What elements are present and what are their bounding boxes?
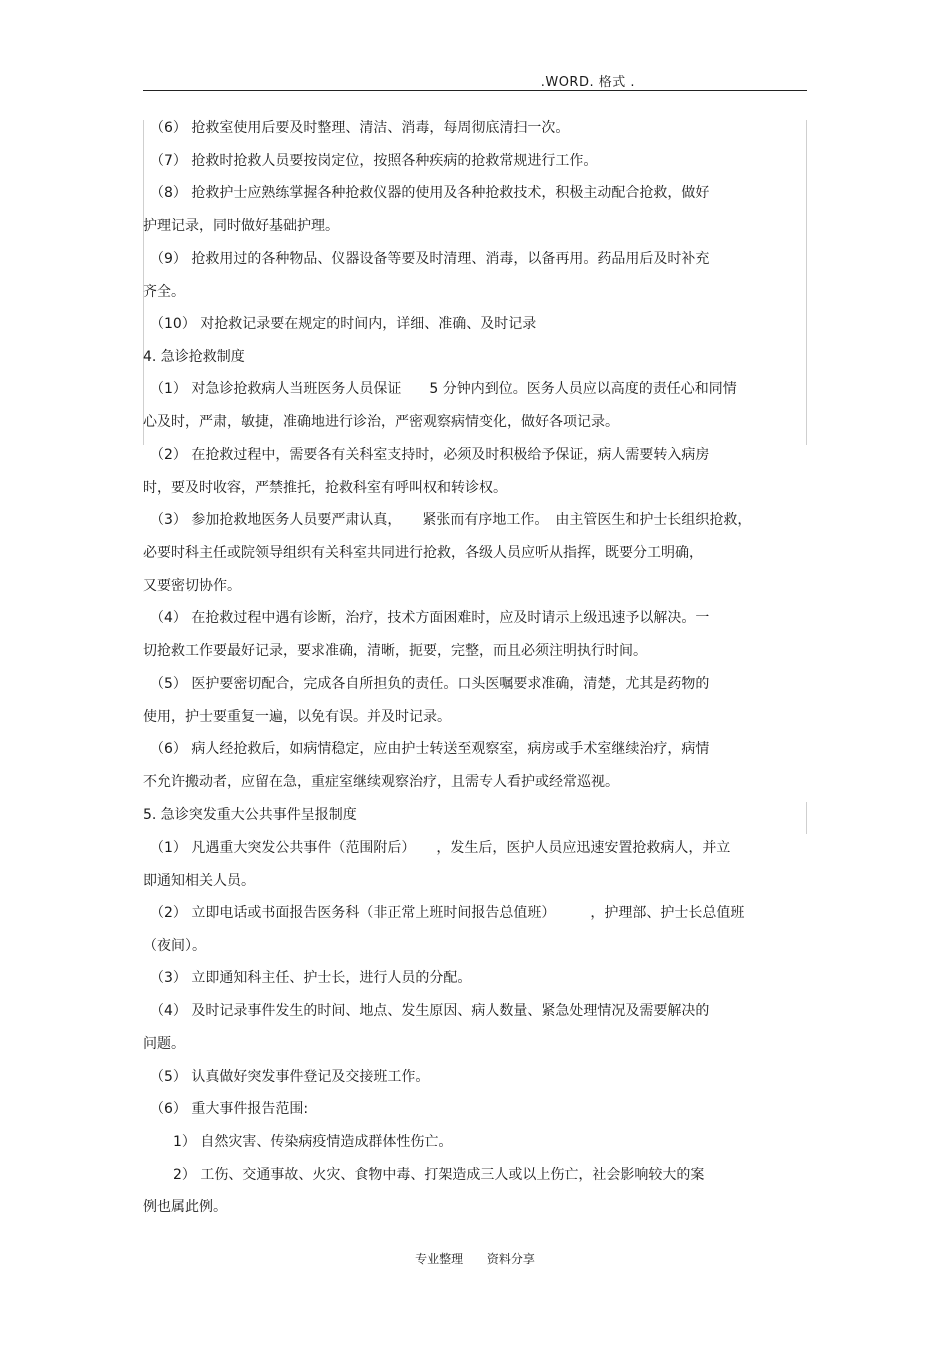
- footer-left: 专业整理: [415, 1252, 464, 1266]
- section-heading: 5. 急诊突发重大公共事件呈报制度: [143, 807, 357, 823]
- section-heading: 4. 急诊抢救制度: [143, 349, 245, 365]
- text-line: 例也属此例。: [143, 1199, 227, 1215]
- text-line: （2） 在抢救过程中，需要各有关科室支持时，必须及时积极给予保证，病人需要转入病房: [150, 447, 710, 463]
- text-line: （3） 参加抢救地医务人员要严肃认真， 紧张而有序地工作。 由主管医生和护士长组织抢救，: [150, 512, 752, 528]
- text-line: （6） 抢救室使用后要及时整理、清洁、消毒，每周彻底清扫一次。: [150, 120, 570, 136]
- text-line: （5） 医护要密切配合，完成各自所担负的责任。口头医嘱要求准确，清楚，尤其是药物的: [150, 676, 710, 692]
- text-line: 不允许搬动者，应留在急，重症室继续观察治疗，且需专人看护或经常巡视。: [143, 774, 619, 790]
- text-line: 使用，护士要重复一遍，以免有误。并及时记录。: [143, 709, 451, 725]
- page-header: [143, 70, 807, 91]
- header-text: .WORD. 格式 .: [540, 75, 635, 90]
- border-right-mid: [806, 802, 807, 834]
- text-line: （2） 立即电话或书面报告医务科（非正常上班时间报告总值班） ，护理部、护士长总值班: [150, 905, 745, 921]
- text-line: （4） 在抢救过程中遇有诊断，治疗，技术方面困难时，应及时请示上级迅速予以解决。一: [150, 610, 710, 626]
- text-line: 切抢救工作要最好记录，要求准确，清晰，扼要，完整，而且必须注明执行时间。: [143, 643, 647, 659]
- text-line: （5） 认真做好突发事件登记及交接班工作。: [150, 1069, 430, 1085]
- footer-right: 资料分享: [486, 1252, 535, 1266]
- text-line: 必要时科主任或院领导组织有关科室共同进行抢救，各级人员应听从指挥，既要分工明确，: [143, 545, 703, 561]
- text-line: 时，要及时收容，严禁推托，抢救科室有呼叫权和转诊权。: [143, 480, 507, 496]
- text-line: （4） 及时记录事件发生的时间、地点、发生原因、病人数量、紧急处理情况及需要解决的: [150, 1003, 710, 1019]
- text-line: （夜间）。: [143, 938, 206, 954]
- text-line: 齐全。: [143, 284, 185, 300]
- text-line: （9） 抢救用过的各种物品、仪器设备等要及时清理、消毒，以备再用。药品用后及时补充: [150, 251, 710, 267]
- text-line: 即通知相关人员。: [143, 873, 255, 889]
- text-line: （6） 病人经抢救后，如病情稳定，应由护士转送至观察室，病房或手术室继续治疗，病情: [150, 741, 710, 757]
- text-line: 护理记录，同时做好基础护理。: [143, 218, 339, 234]
- border-right-top: [806, 120, 807, 445]
- text-line: （1） 凡遇重大突发公共事件（范围附后） ，发生后，医护人员应迅速安置抢救病人，并立: [150, 840, 731, 856]
- text-line: （6） 重大事件报告范围:: [150, 1101, 309, 1117]
- text-line: 问题。: [143, 1036, 185, 1052]
- text-line: （1） 对急诊抢救病人当班医务人员保证 5 分钟内到位。医务人员应以高度的责任心和同情: [150, 381, 737, 397]
- text-line: （3） 立即通知科主任、护士长，进行人员的分配。: [150, 970, 472, 986]
- text-line: 又要密切协作。: [143, 578, 241, 594]
- text-line: （8） 抢救护士应熟练掌握各种抢救仪器的使用及各种抢救技术，积极主动配合抢救，做好: [150, 185, 710, 201]
- text-line: （10） 对抢救记录要在规定的时间内，详细、准确、及时记录: [150, 316, 537, 332]
- page-footer: [0, 1250, 950, 1267]
- text-line: 心及时，严肃，敏捷，准确地进行诊治，严密观察病情变化，做好各项记录。: [143, 414, 619, 430]
- list-item: 2） 工伤、交通事故、火灾、食物中毒、打架造成三人或以上伤亡，社会影响较大的案: [173, 1167, 705, 1183]
- text-line: （7） 抢救时抢救人员要按岗定位，按照各种疾病的抢救常规进行工作。: [150, 153, 598, 169]
- list-item: 1） 自然灾害、传染病疫情造成群体性伤亡。: [173, 1134, 453, 1150]
